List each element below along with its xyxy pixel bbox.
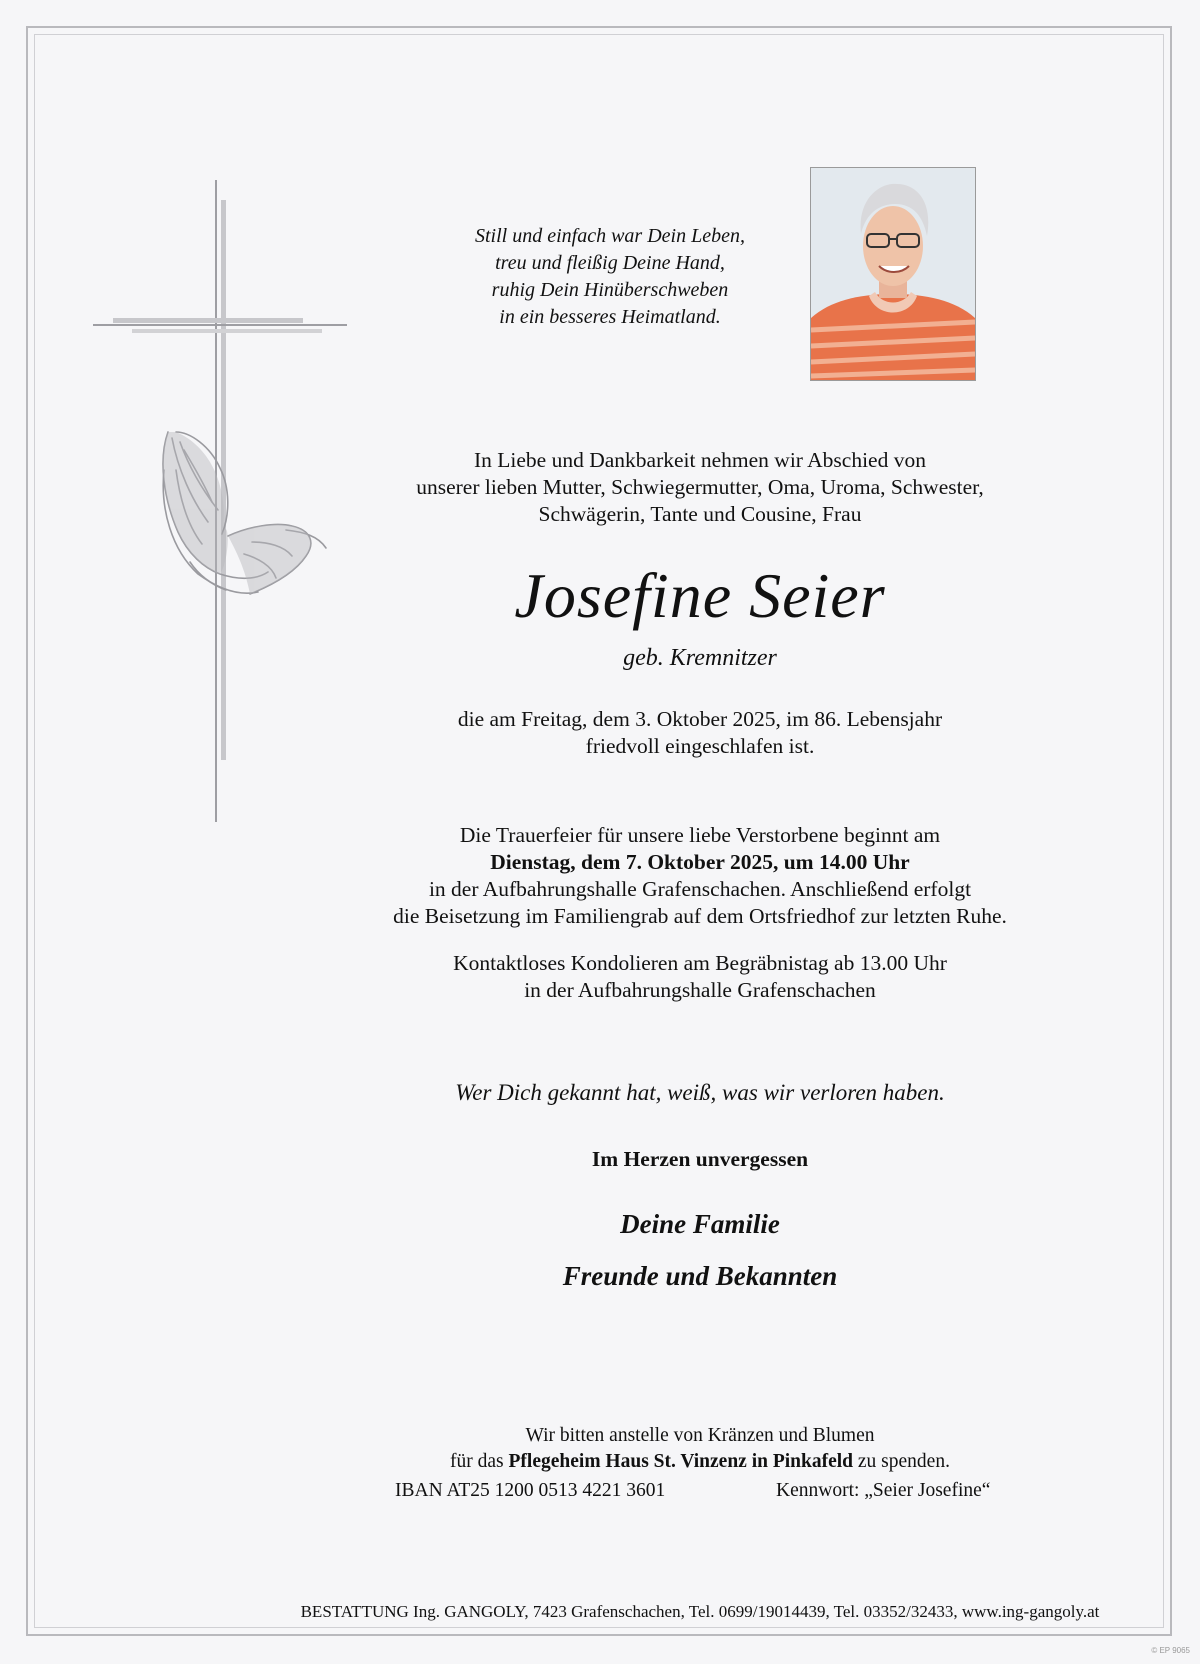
remember-line: Im Herzen unvergessen (591, 1147, 809, 1171)
bank-details (395, 1478, 1045, 1504)
service-line: in der Aufbahrungshalle Grafenschachen. Anschließend erfolgt (428, 877, 972, 901)
donation-request (300, 1423, 1100, 1475)
death-line: die am Freitag, dem 3. Oktober 2025, im 86. Lebensjahr (457, 707, 943, 731)
maiden-name: geb. Kremnitzer (623, 645, 777, 671)
funeral-service-info (300, 822, 1100, 930)
intro-line: Schwägerin, Tante und Cousine, Frau (538, 502, 862, 526)
service-line: die Beisetzung im Familiengrab auf dem Ortsfriedhof zur letzten Ruhe. (393, 904, 1007, 928)
death-info (300, 706, 1100, 760)
poem-line: ruhig Dein Hinüberschweben (491, 279, 729, 301)
donation-suffix: zu spenden. (853, 1451, 950, 1472)
memorial-quote: Wer Dich gekannt hat, weiß, was wir verloren haben. (455, 1080, 945, 1105)
poem-line: Still und einfach war Dein Leben, (475, 225, 745, 247)
portrait-photo (810, 167, 976, 381)
condolence-info (300, 950, 1100, 1004)
service-line: Die Trauerfeier für unsere liebe Verstorbene beginnt am (459, 823, 941, 847)
poem (430, 223, 790, 331)
intro-line: unserer lieben Mutter, Schwiegermutter, Oma, Uroma, Schwester, (416, 475, 984, 499)
portrait-image (811, 168, 975, 380)
poem-line: treu und fleißig Deine Hand, (495, 252, 725, 274)
payment-reference: Kennwort: „Seier Josefine“ (776, 1480, 991, 1501)
mourners-friends: Freunde und Bekannten (562, 1261, 838, 1291)
donation-line-2 (300, 1449, 1100, 1475)
funeral-home-footer: BESTATTUNG Ing. GANGOLY, 7423 Grafenschachen, Tel. 0699/19014439, Tel. 03352/32433, www.ing-gangoly.at (300, 1602, 1100, 1621)
deceased-name: Josefine Seier (514, 560, 886, 631)
condolence-line: Kontaktloses Kondolieren am Begräbnistag ab 13.00 Uhr (453, 951, 947, 975)
donation-prefix: für das (450, 1451, 509, 1472)
service-date: Dienstag, dem 7. Oktober 2025, um 14.00 Uhr (490, 850, 910, 874)
mourners-family: Deine Familie (620, 1209, 780, 1239)
iban: IBAN AT25 1200 0513 4221 3601 (395, 1480, 666, 1501)
death-line: friedvoll eingeschlafen ist. (585, 734, 815, 758)
intro-text (300, 447, 1100, 528)
donation-recipient: Pflegeheim Haus St. Vinzenz in Pinkafeld (508, 1451, 854, 1472)
imprint-code: © EP 9065 (1151, 1646, 1190, 1655)
intro-line: In Liebe und Dankbarkeit nehmen wir Abschied von (474, 448, 926, 472)
poem-line: in ein besseres Heimatland. (499, 306, 721, 328)
condolence-line: in der Aufbahrungshalle Grafenschachen (524, 978, 876, 1002)
donation-line: Wir bitten anstelle von Kränzen und Blumen (525, 1425, 875, 1446)
